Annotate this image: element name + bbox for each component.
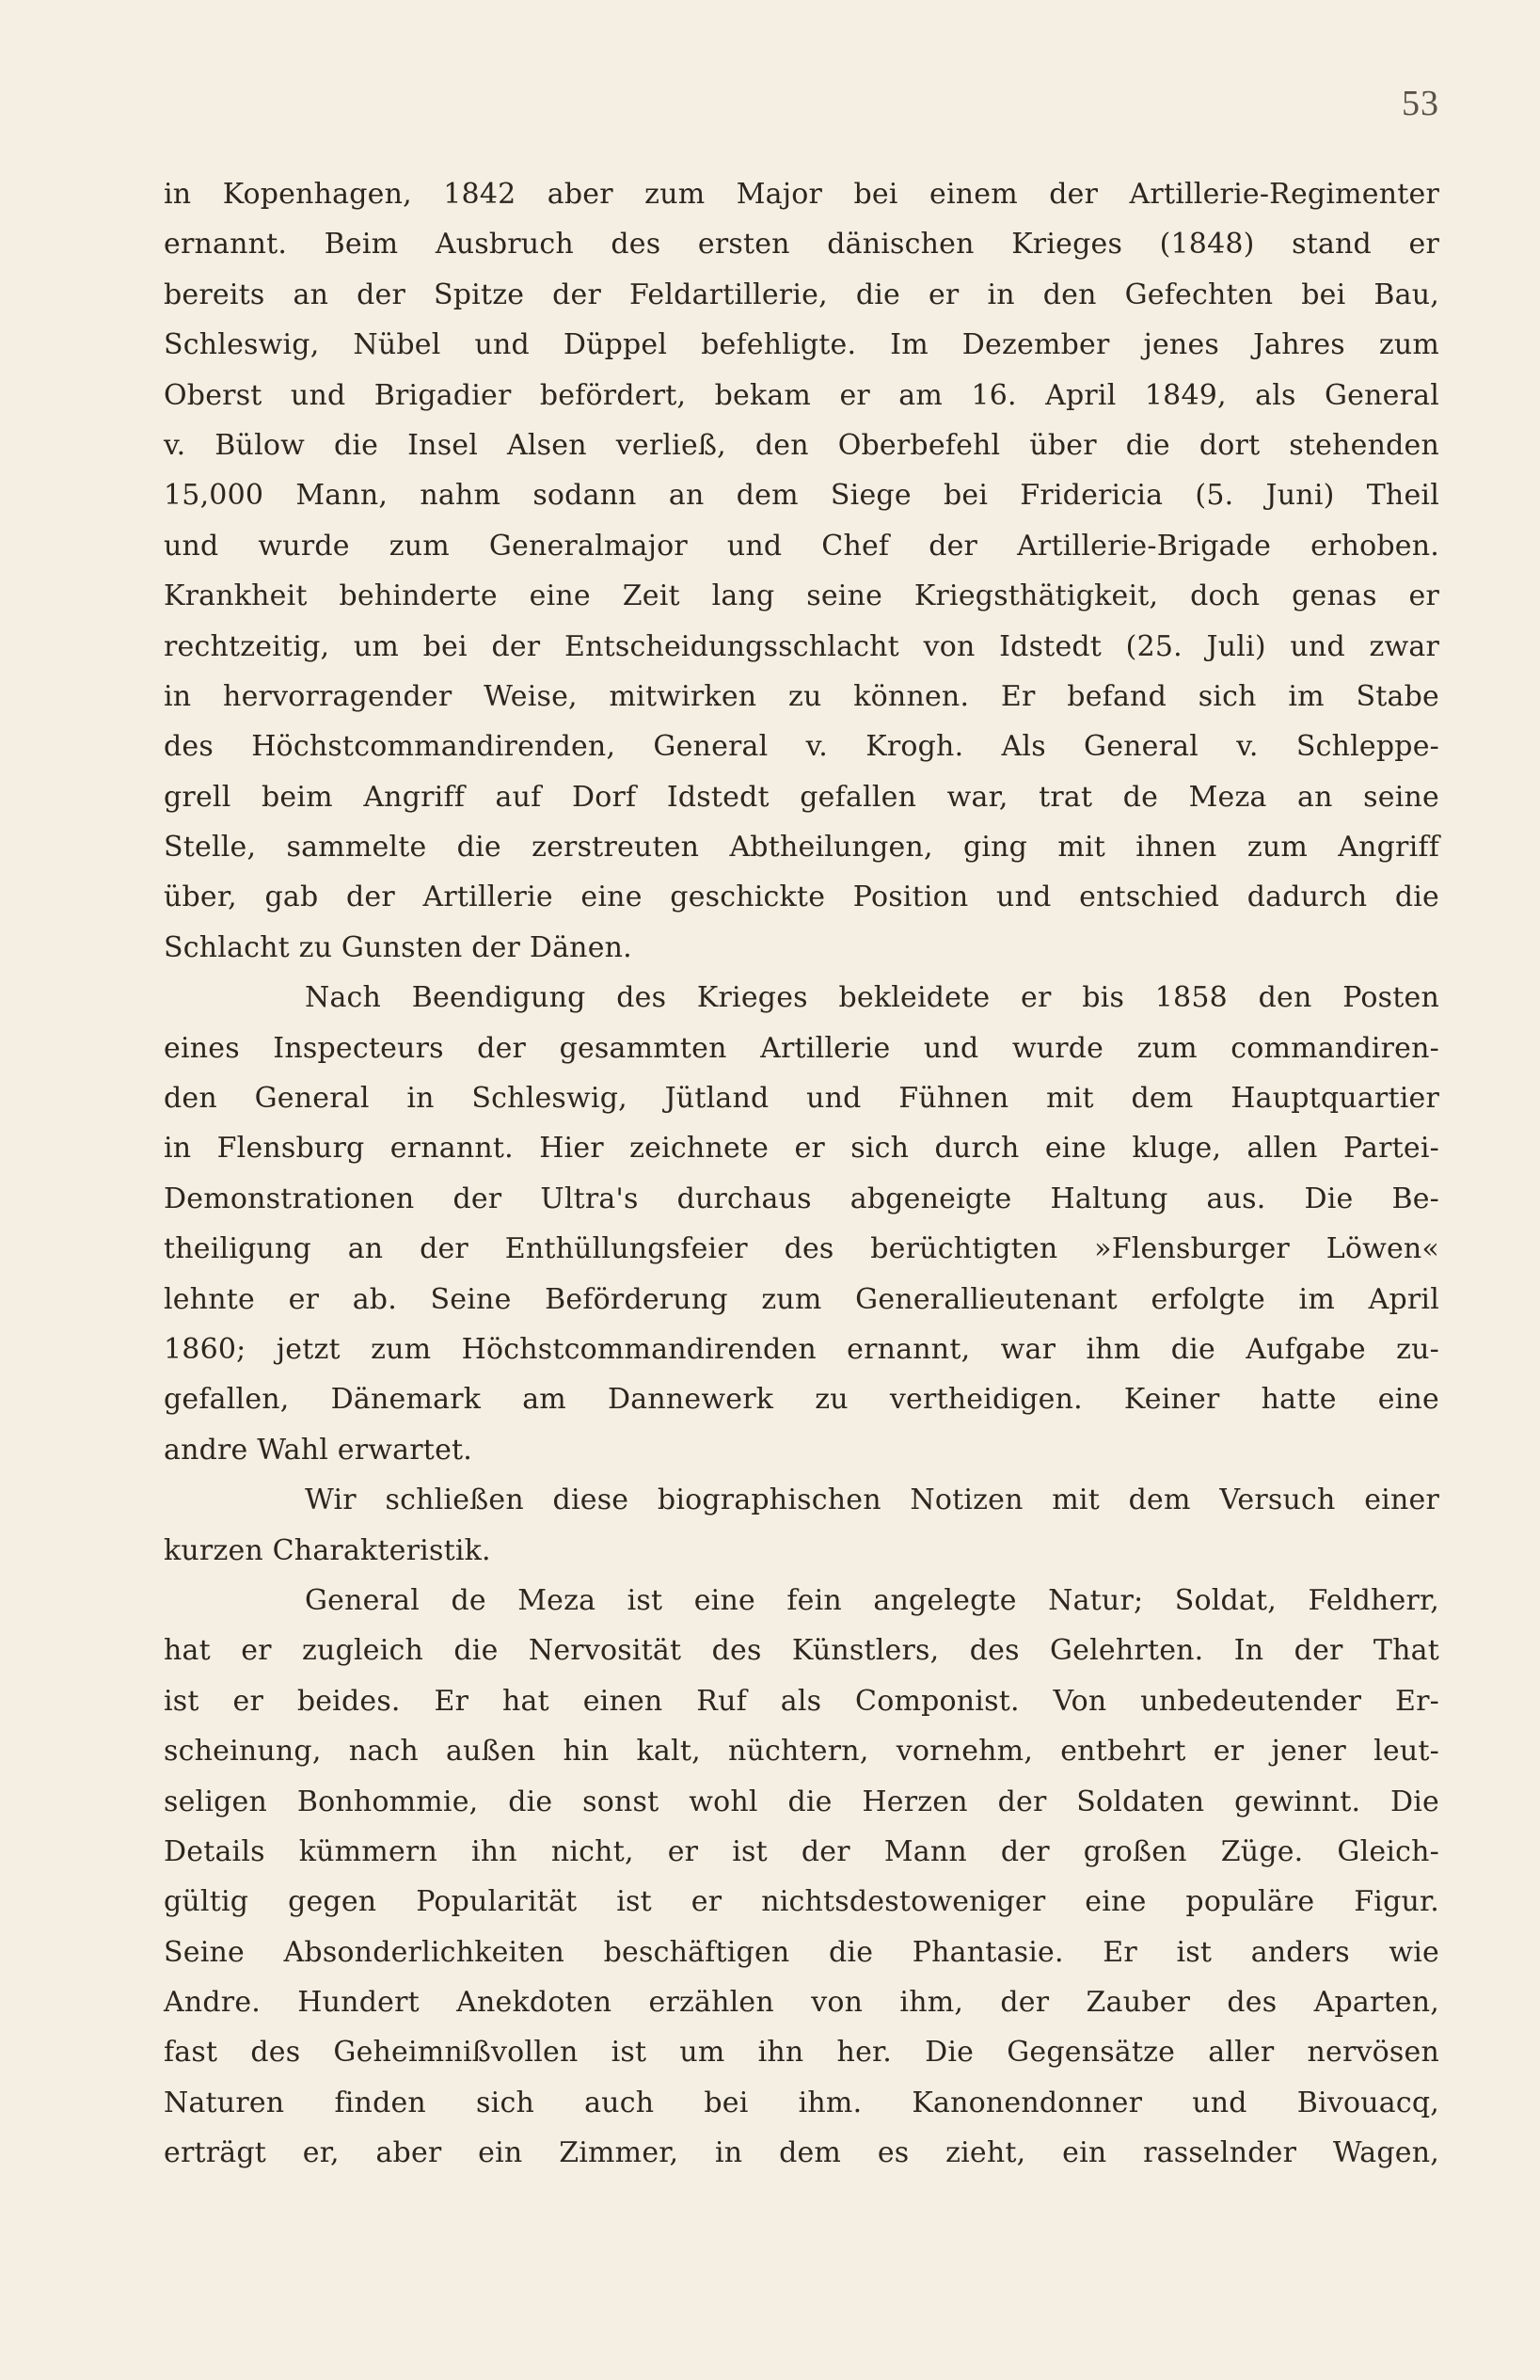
text-line: über, gab der Artillerie eine geschickte Position und entschied dadurch die <box>164 881 1439 914</box>
text-line: Andre. Hundert Anekdoten erzählen von ihm, der Zauber des Aparten, <box>164 1986 1439 2020</box>
text-line: ist er beides. Er hat einen Ruf als Componist. Von unbedeutender Er- <box>164 1684 1439 1718</box>
text-line: ernannt. Beim Ausbruch des ersten dänischen Krieges (1848) stand er <box>164 228 1439 262</box>
text-line: seligen Bonhommie, die sonst wohl die Herzen der Soldaten gewinnt. Die <box>164 1785 1439 1818</box>
text-line: andre Wahl erwartet. <box>164 1433 473 1467</box>
text-line: und wurde zum Generalmajor und Chef der Artillerie-Brigade erhoben. <box>164 529 1439 563</box>
text-line: General de Meza ist eine fein angelegte Natur; Soldat, Feldherr, <box>305 1583 1439 1617</box>
text-line: 15,000 Mann, nahm sodann an dem Siege bei Fridericia (5. Juni) Theil <box>164 479 1439 513</box>
page-number: 53 <box>1402 84 1439 123</box>
text-line: theiligung an der Enthüllungsfeier des berüchtigten »Flensburger Löwen« <box>164 1232 1439 1266</box>
text-line: rechtzeitig, um bei der Entscheidungsschlacht von Idstedt (25. Juli) und zwar <box>164 629 1439 663</box>
text-line: Nach Beendigung des Krieges bekleidete er bis 1858 den Posten <box>305 981 1439 1015</box>
text-line: 1860; jetzt zum Höchstcommandirenden ernannt, war ihm die Aufgabe zu- <box>164 1332 1439 1366</box>
text-line: lehnte er ab. Seine Beförderung zum Generallieutenant erfolgte im April <box>164 1282 1439 1316</box>
text-line: Schleswig, Nübel und Düppel befehligte. Im Dezember jenes Jahres zum <box>164 328 1439 362</box>
text-line: Naturen finden sich auch bei ihm. Kanonendonner und Bivouacq, <box>164 2086 1439 2119</box>
text-line: v. Bülow die Insel Alsen verließ, den Oberbefehl über die dort stehenden <box>164 428 1439 462</box>
text-line: gültig gegen Popularität ist er nichtsdestoweniger eine populäre Figur. <box>164 1885 1439 1919</box>
text-line: in hervorragender Weise, mitwirken zu können. Er befand sich im Stabe <box>164 679 1439 713</box>
text-line: Seine Absonderlichkeiten beschäftigen die Phantasie. Er ist anders wie <box>164 1935 1439 1969</box>
text-line: in Kopenhagen, 1842 aber zum Major bei einem der Artillerie-Regimenter <box>164 178 1439 211</box>
text-line: den General in Schleswig, Jütland und Fühnen mit dem Hauptquartier <box>164 1082 1439 1116</box>
text-line: bereits an der Spitze der Feldartillerie, die er in den Gefechten bei Bau, <box>164 278 1439 311</box>
text-line: kurzen Charakteristik. <box>164 1533 491 1567</box>
text-line: Oberst und Brigadier befördert, bekam er am 16. April 1849, als General <box>164 378 1439 412</box>
text-line: in Flensburg ernannt. Hier zeichnete er sich durch eine kluge, allen Partei- <box>164 1132 1439 1166</box>
text-line: grell beim Angriff auf Dorf Idstedt gefallen war, trat de Meza an seine <box>164 780 1439 814</box>
text-line: gefallen, Dänemark am Dannewerk zu vertheidigen. Keiner hatte eine <box>164 1383 1439 1417</box>
text-line: eines Inspecteurs der gesammten Artillerie und wurde zum commandiren- <box>164 1031 1439 1065</box>
text-line: erträgt er, aber ein Zimmer, in dem es zieht, ein rasselnder Wagen, <box>164 2136 1439 2170</box>
text-line: Demonstrationen der Ultra's durchaus abgeneigte Haltung aus. Die Be- <box>164 1182 1439 1215</box>
text-line: Wir schließen diese biographischen Notizen mit dem Versuch einer <box>305 1484 1439 1517</box>
text-line: fast des Geheimnißvollen ist um ihn her. Die Gegensätze aller nervösen <box>164 2036 1439 2070</box>
text-line: Details kümmern ihn nicht, er ist der Mann der großen Züge. Gleich- <box>164 1834 1439 1868</box>
text-line: hat er zugleich die Nervosität des Künstlers, des Gelehrten. In der That <box>164 1634 1439 1668</box>
body-text <box>164 169 1439 2179</box>
text-line: Krankheit behinderte eine Zeit lang seine Kriegsthätigkeit, doch genas er <box>164 579 1439 613</box>
text-line: Schlacht zu Gunsten der Dänen. <box>164 930 632 964</box>
text-line: scheinung, nach außen hin kalt, nüchtern, vornehm, entbehrt er jener leut- <box>164 1735 1439 1769</box>
text-line: des Höchstcommandirenden, General v. Krogh. Als General v. Schleppe- <box>164 730 1439 764</box>
text-line: Stelle, sammelte die zerstreuten Abtheilungen, ging mit ihnen zum Angriff <box>164 831 1439 865</box>
